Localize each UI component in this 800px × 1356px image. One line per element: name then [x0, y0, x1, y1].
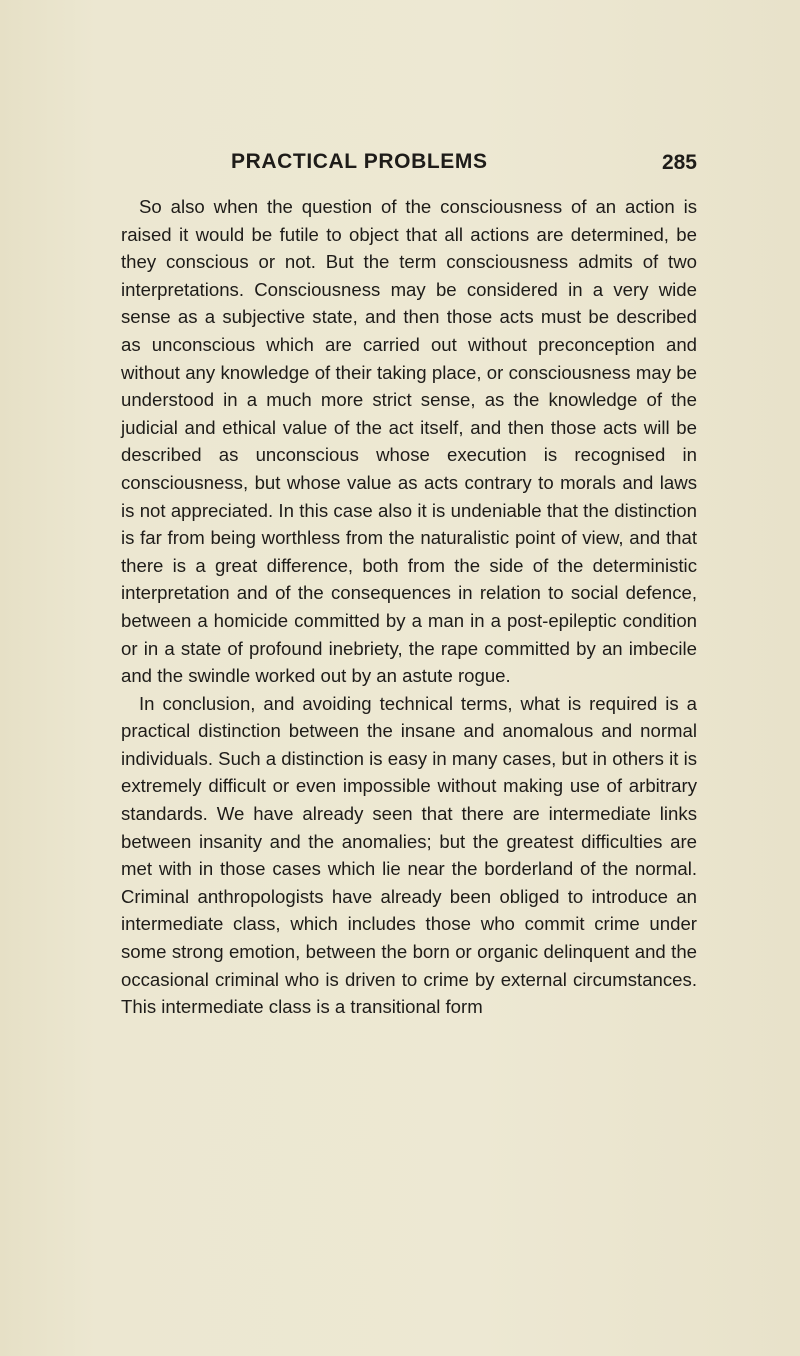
running-header — [121, 147, 697, 177]
paragraph-conclusion: In conclusion, and avoiding technical terms, what is required is a practical distinction between the insane and anomalous and normal individuals. Such a distinction is easy in many cases, but in others it is extremely difficult or even impossible without making use of arbitrary standards. We have already seen that there are intermediate links between insanity and the anomalies; but the greatest difficulties are met with in those cases which lie near the borderland of the normal. Criminal anthropologists have already been obliged to introduce an intermediate class, which includes those who commit crime under some strong emotion, between the born or organic delinquent and the occasional criminal who is driven to crime by external circumstances. This intermediate class is a transitional form — [121, 692, 697, 1018]
body-text — [121, 193, 697, 1021]
page-number: 285 — [661, 151, 697, 174]
page-title: PRACTICAL PROBLEMS — [231, 150, 488, 173]
paragraph-consciousness: So also when the question of the consciousness of an action is raised it would be futile to object that all actions are determined, be they conscious or not. But the term consciousness admits of two interpretations. Consciousness may be considered in a very wide sense as a subjective state, and then those acts must be described as unconscious which are carried out without preconception and without any knowledge of their taking place, or consciousness may be understood in a much more strict sense, as the knowledge of the judicial and ethical value of the act itself, and then those acts will be described as unconscious whose execution is recognised in consciousness, but whose value as acts contrary to morals and laws is not appreciated. In this case also it is undeniable that the distinction is far from being worthless from the naturalistic point of view, and that there is a great difference, both from the side of the deterministic interpretation and of the consequences in relation to social defence, between a homicide committed by a man in a post-epileptic condition or in a state of profound inebriety, the rape committed by an imbecile and the swindle worked out by an astute rogue. — [121, 196, 697, 687]
